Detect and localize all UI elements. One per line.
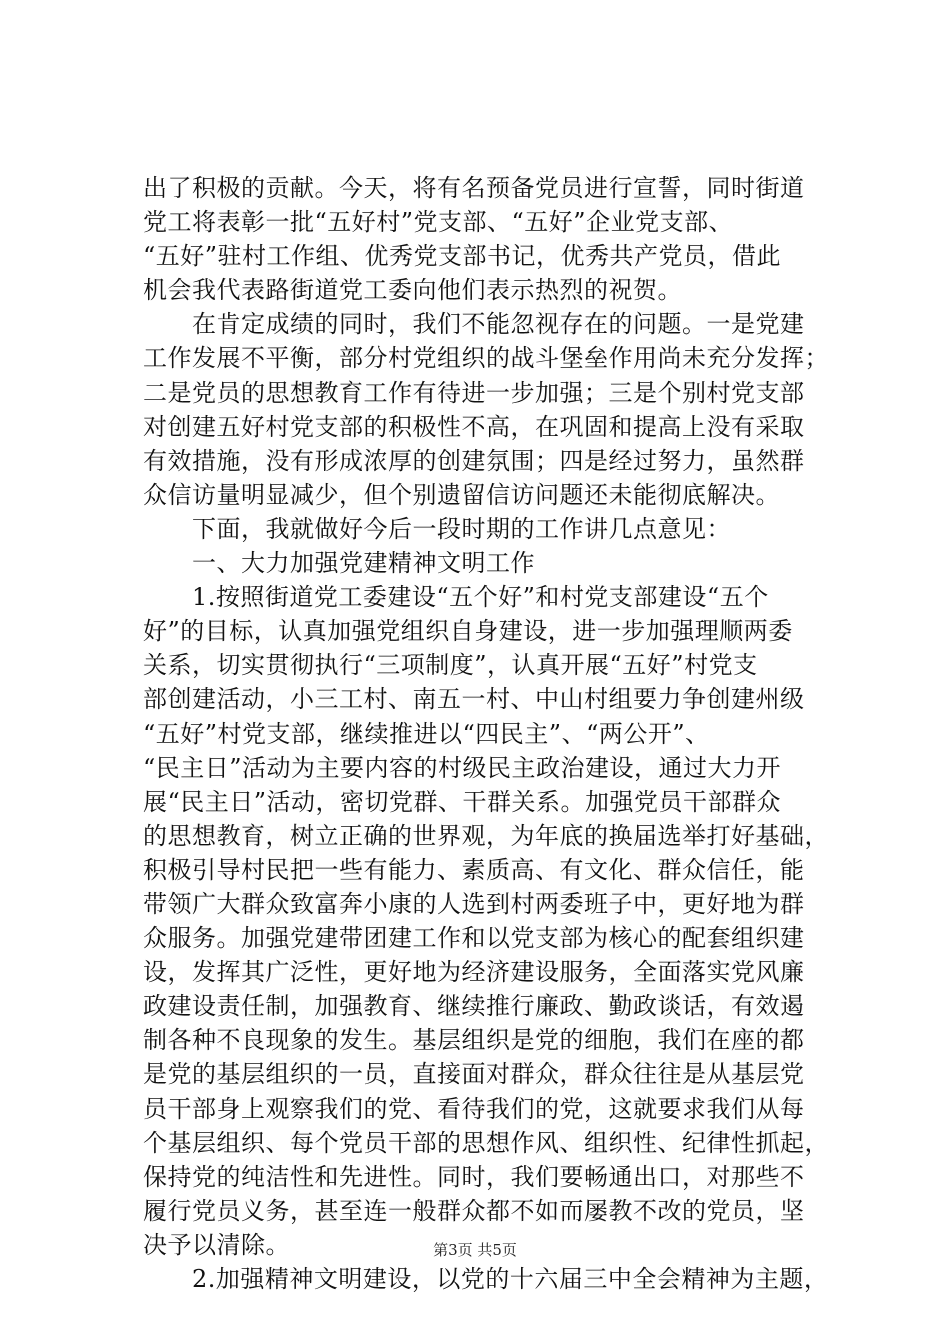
- text-line: “五好”驻村工作组、优秀党支部书记，优秀共产党员，借此: [143, 242, 782, 271]
- text-line: 决予以清除。: [143, 1230, 290, 1259]
- text-line: 的思想教育，树立正确的世界观，为年底的换届选举打好基础，: [143, 821, 829, 850]
- text-line: 履行党员义务，甚至连一般群众都不如而屡教不改的党员，坚: [143, 1196, 805, 1225]
- text-line: 政建设责任制，加强教育、继续推行廉政、勤政谈话，有效遏: [143, 992, 805, 1021]
- text-line: 众服务。加强党建带团建工作和以党支部为核心的配套组织建: [143, 924, 805, 953]
- text-line: 带领广大群众致富奔小康的人选到村两委班子中，更好地为群: [143, 889, 805, 918]
- text-line: 保持党的纯洁性和先进性。同时，我们要畅通出口，对那些不: [143, 1162, 805, 1191]
- text-line: 积极引导村民把一些有能力、素质高、有文化、群众信任，能: [143, 855, 805, 884]
- text-line: 对创建五好村党支部的积极性不高，在巩固和提高上没有采取: [143, 412, 805, 441]
- text-line: 机会我代表路街道党工委向他们表示热烈的祝贺。: [143, 276, 682, 305]
- text-line: 展“民主日”活动，密切党群、干群关系。加强党员干部群众: [143, 787, 782, 816]
- text-line: 个基层组织、每个党员干部的思想作风、组织性、纪律性抓起，: [143, 1128, 829, 1157]
- text-line: 2.加强精神文明建设，以党的十六届三中全会精神为主题，: [143, 1265, 829, 1293]
- text-line: 部创建活动，小三工村、南五一村、中山村组要力争创建州级: [143, 685, 805, 714]
- text-line: 有效措施，没有形成浓厚的创建氛围；四是经过努力，虽然群: [143, 446, 805, 475]
- text-line: 1.按照街道党工委建设“五个好”和村党支部建设“五个: [143, 583, 769, 612]
- text-line: 党工将表彰一批“五好村”党支部、“五好”企业党支部、: [143, 208, 734, 237]
- text-line: “五好”村党支部，继续推进以“四民主”、“两公开”、: [143, 719, 710, 748]
- section-heading: 一、大力加强党建精神文明工作: [143, 549, 535, 578]
- text-line: 工作发展不平衡，部分村党组织的战斗堡垒作用尚未充分发挥；: [143, 344, 829, 373]
- text-line: 下面，我就做好今后一段时期的工作讲几点意见：: [143, 514, 731, 543]
- text-line: 众信访量明显减少，但个别遗留信访问题还未能彻底解决。: [143, 480, 780, 509]
- text-line: 员干部身上观察我们的党、看待我们的党，这就要求我们从每: [143, 1094, 805, 1123]
- page-number-footer: 第3页 共5页: [433, 1241, 517, 1259]
- text-line: 好”的目标，认真加强党组织自身建设，进一步加强理顺两委: [143, 617, 793, 646]
- text-line: 设，发挥其广泛性，更好地为经济建设服务，全面落实党风廉: [143, 958, 805, 987]
- body-text: [143, 171, 843, 1296]
- text-line: “民主日”活动为主要内容的村级民主政治建设，通过大力开: [143, 753, 782, 782]
- text-line: 制各种不良现象的发生。基层组织是党的细胞，我们在座的都: [143, 1026, 805, 1055]
- text-line: 出了积极的贡献。今天，将有名预备党员进行宣誓，同时街道: [143, 174, 805, 202]
- text-line: 是党的基层组织的一员，直接面对群众，群众往往是从基层党: [143, 1060, 805, 1089]
- text-line: 关系，切实贯彻执行“三项制度”，认真开展“五好”村党支: [143, 651, 758, 680]
- text-line: 二是党员的思想教育工作有待进一步加强；三是个别村党支部: [143, 378, 805, 407]
- text-line: 在肯定成绩的同时，我们不能忽视存在的问题。一是党建: [143, 310, 805, 339]
